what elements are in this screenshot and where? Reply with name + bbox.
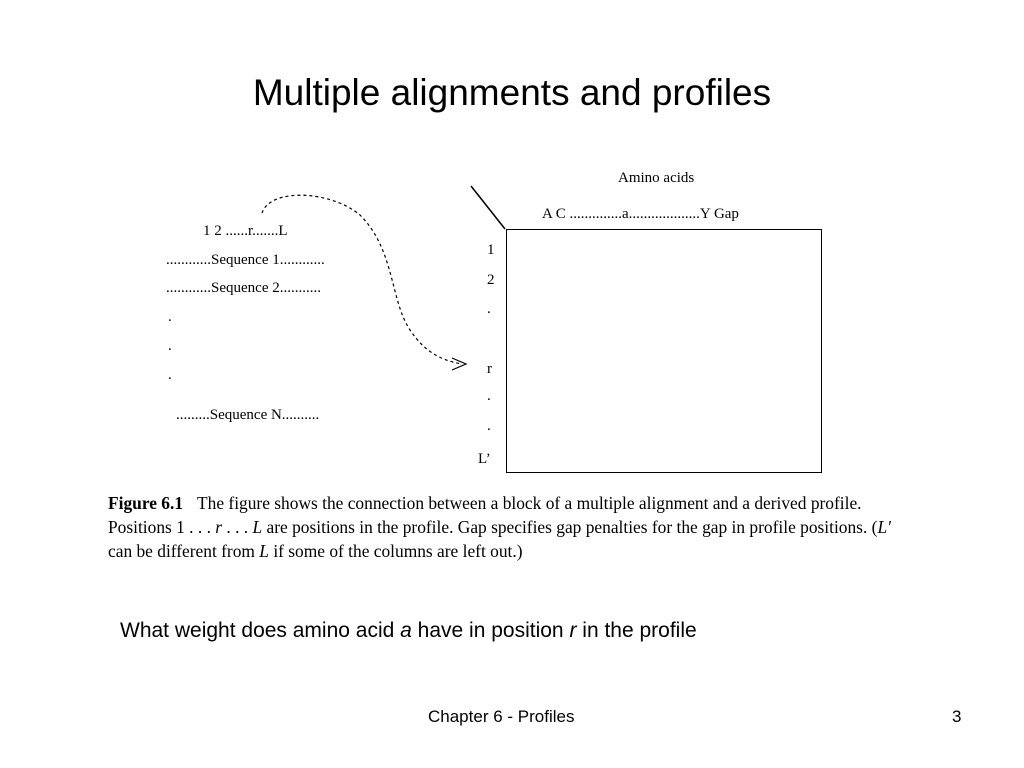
profile-row-label: 1 <box>487 242 495 258</box>
question-text: in the profile <box>576 619 697 642</box>
caption-text: if some of the columns are left out.) <box>268 541 523 561</box>
caption-text: are positions in the profile. Gap specifies gap penalties for the gap in profile positions. ( <box>262 517 878 537</box>
footer-chapter: Chapter 6 - Profiles <box>428 707 575 726</box>
alignment-seq2: ............Sequence 2........... <box>166 280 321 296</box>
profile-row-label: . <box>487 418 491 434</box>
amino-acids-label: Amino acids <box>618 170 695 186</box>
slide-question <box>120 619 697 643</box>
alignment-seq1: ............Sequence 1............ <box>166 252 325 268</box>
profile-row-label: . <box>487 388 491 404</box>
alignment-dot: . <box>168 309 172 325</box>
caption-var: L′ <box>877 517 891 537</box>
profile-row-label: r <box>487 361 492 377</box>
caption-var: L <box>252 517 263 537</box>
caption-text: . . . <box>222 517 253 537</box>
alignment-dot: . <box>168 338 172 354</box>
question-text: have in position <box>411 619 570 642</box>
alignment-dot: . <box>168 367 172 383</box>
question-var: a <box>400 619 412 642</box>
alignment-positions: 1 2 ......r.......L <box>203 223 288 239</box>
caption-text: The figure shows the connection between a block of a multiple alignment and a derived profile. Positions 1 . . . <box>108 493 862 537</box>
question-var: r <box>569 619 577 642</box>
question-text: What weight does amino acid <box>120 619 401 642</box>
alignment-seqN: .........Sequence N.......... <box>176 407 320 423</box>
slide-title: Multiple alignments and profiles <box>252 72 772 113</box>
caption-label: Figure 6.1 <box>108 493 184 513</box>
caption-var: r <box>215 517 223 537</box>
profile-columns: A C ..............a...................Y Gap <box>542 206 739 222</box>
profile-matrix <box>506 229 822 473</box>
page-number: 3 <box>952 707 962 726</box>
profile-corner-line <box>471 186 505 229</box>
caption-text: can be different from <box>108 541 260 561</box>
profile-row-label: 2 <box>487 272 495 288</box>
profile-row-label: L’ <box>478 451 491 467</box>
caption-var: L <box>259 541 269 561</box>
profile-row-label: . <box>487 301 491 317</box>
figure-caption <box>108 491 908 563</box>
